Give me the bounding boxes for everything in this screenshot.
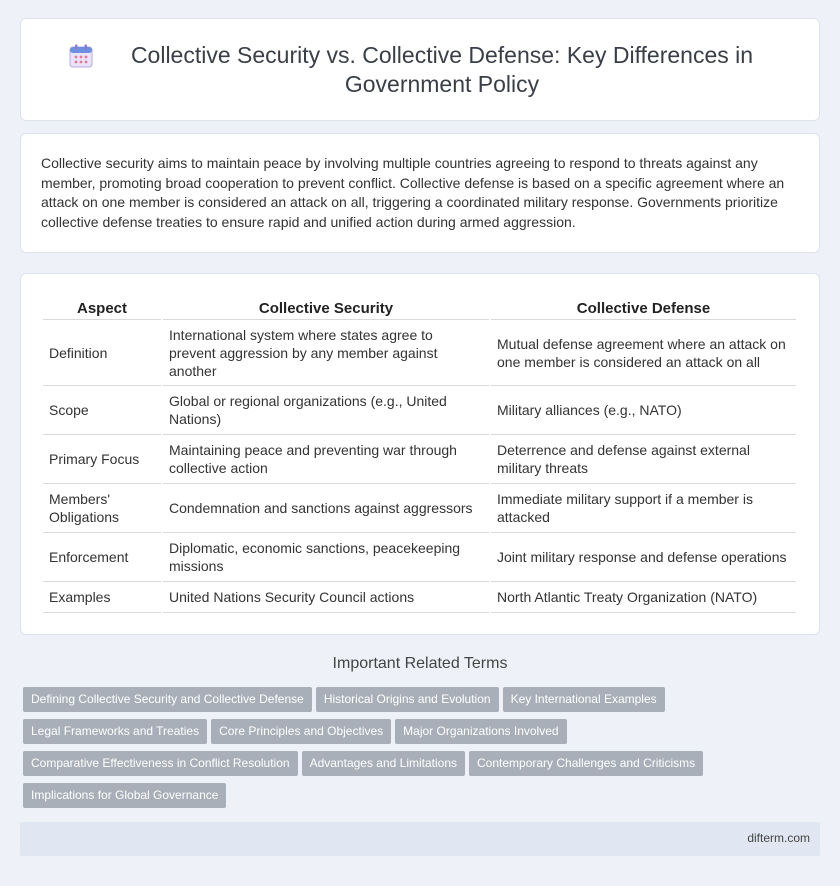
comparison-table (41, 296, 798, 613)
table-row (43, 320, 796, 386)
defense-cell: Immediate military support if a member is attacked (491, 484, 796, 533)
header-aspect: Aspect (43, 296, 161, 320)
aspect-cell: Enforcement (43, 533, 161, 582)
table-header-row (43, 296, 796, 320)
aspect-cell: Definition (43, 320, 161, 386)
security-cell: Global or regional organizations (e.g., United Nations) (163, 386, 489, 435)
related-term-tag[interactable]: Major Organizations Involved (395, 719, 566, 744)
related-term-tag[interactable]: Defining Collective Security and Collective Defense (23, 687, 312, 712)
defense-cell: Joint military response and defense operations (491, 533, 796, 582)
aspect-cell: Examples (43, 582, 161, 613)
table-row (43, 484, 796, 533)
aspect-cell: Scope (43, 386, 161, 435)
comparison-card (20, 273, 820, 635)
related-term-tag[interactable]: Legal Frameworks and Treaties (23, 719, 207, 744)
page-title: Collective Security vs. Collective Defense: Key Differences in Government Policy (130, 41, 754, 97)
table-row (43, 386, 796, 435)
defense-cell: North Atlantic Treaty Organization (NATO) (491, 582, 796, 613)
table-row (43, 582, 796, 613)
related-term-tag[interactable]: Implications for Global Governance (23, 783, 226, 808)
related-terms-list (23, 687, 803, 815)
related-term-tag[interactable]: Historical Origins and Evolution (316, 687, 499, 712)
header-collective-defense: Collective Defense (491, 296, 796, 320)
defense-cell: Mutual defense agreement where an attack on one member is considered an attack on all (491, 320, 796, 386)
security-cell: Condemnation and sanctions against aggressors (163, 484, 489, 533)
security-cell: Maintaining peace and preventing war through collective action (163, 435, 489, 484)
table-row (43, 533, 796, 582)
security-cell: International system where states agree to prevent aggression by any member against another (163, 320, 489, 386)
related-term-tag[interactable]: Comparative Effectiveness in Conflict Resolution (23, 751, 298, 776)
table-row (43, 435, 796, 484)
defense-cell: Military alliances (e.g., NATO) (491, 386, 796, 435)
footer-site-link[interactable]: difterm.com (747, 831, 810, 845)
security-cell: United Nations Security Council actions (163, 582, 489, 613)
intro-paragraph: Collective security aims to maintain peace by involving multiple countries agreeing to respond to threats against any member, promoting broad cooperation to prevent conflict. Collective defense is based on a specific agreement where an attack on one member is considered an attack on all, triggering a coordinated military response. Governments prioritize collective defense treaties to ensure rapid and unified action during armed aggression. (41, 155, 785, 230)
aspect-cell: Members' Obligations (43, 484, 161, 533)
footer (20, 822, 820, 856)
aspect-cell: Primary Focus (43, 435, 161, 484)
related-term-tag[interactable]: Contemporary Challenges and Criticisms (469, 751, 703, 776)
related-term-tag[interactable]: Core Principles and Objectives (211, 719, 391, 744)
title-wrap (68, 41, 772, 99)
related-terms-heading: Important Related Terms (332, 655, 508, 672)
calendar-icon (68, 43, 94, 69)
related-term-tag[interactable]: Key International Examples (503, 687, 665, 712)
title-card (20, 18, 820, 121)
defense-cell: Deterrence and defense against external military threats (491, 435, 796, 484)
related-term-tag[interactable]: Advantages and Limitations (302, 751, 465, 776)
security-cell: Diplomatic, economic sanctions, peacekeeping missions (163, 533, 489, 582)
intro-card (20, 133, 820, 253)
header-collective-security: Collective Security (163, 296, 489, 320)
